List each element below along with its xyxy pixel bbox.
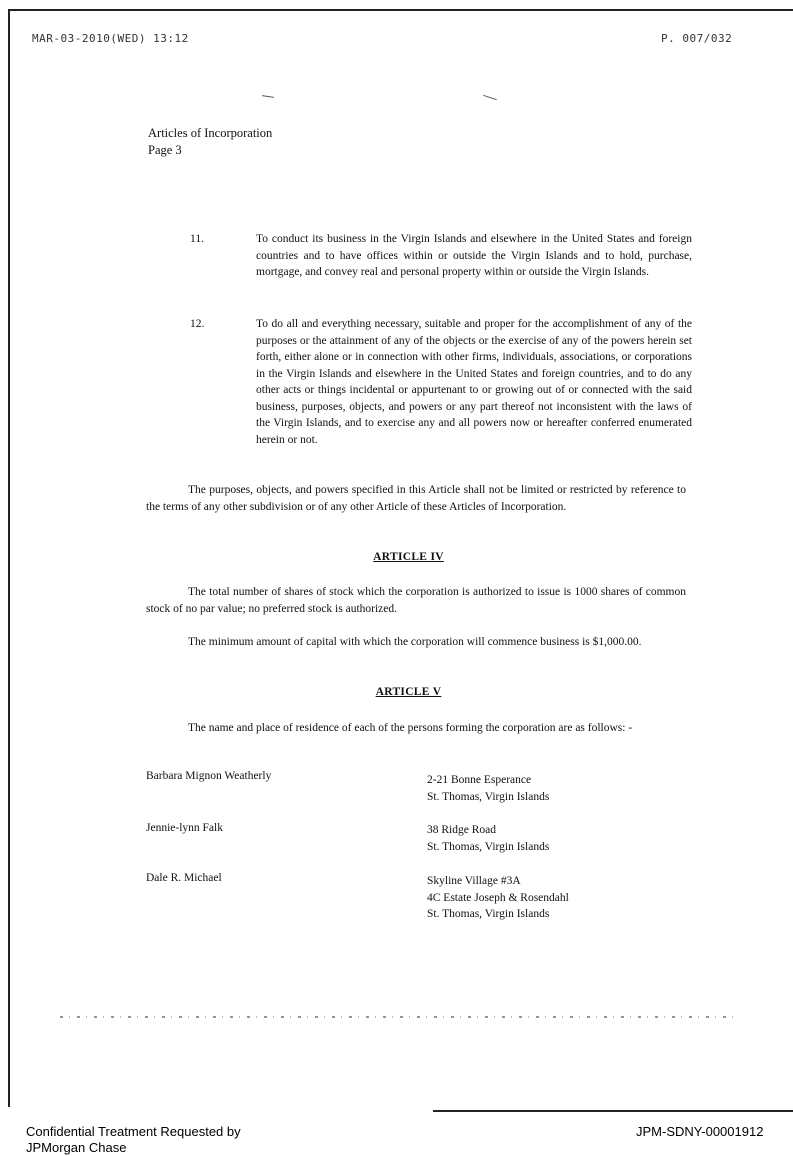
capital-paragraph: The minimum amount of capital with which the corporation will commence business is $1,000.00. xyxy=(188,636,642,648)
scan-bottom-border xyxy=(433,1110,793,1112)
address-line: St. Thomas, Virgin Islands xyxy=(427,908,550,920)
address-line: 38 Ridge Road xyxy=(427,824,496,836)
purposes-paragraph: The purposes, objects, and powers specified in this Article shall not be limited or restricted by reference to the terms of any other subdivision or of any other Article of these Articles of Incorporation. xyxy=(146,484,686,513)
shares-paragraph: The total number of shares of stock which the corporation is authorized to issue is 1000 shares of common stock of no par value; no preferred stock is authorized. xyxy=(146,586,686,615)
list-item-text: To do all and everything necessary, suitable and proper for the accomplishment of any of the purposes or the attainment of any of the objects or the exercise of any of the powers herein set forth, either alone or in connection with other firms, individuals, associations, or corporations in the Virgin Islands and elsewhere in the United States and foreign countries, and to do any other acts or things incidental or appurtenant to or growing out of or connected with the said business, purposes, objects, and powers or any part thereof not inconsistent with the laws of the Virgin Islands, and to exercise any and all powers now or hereafter conferred enumerated herein or not. xyxy=(256,318,692,446)
confidentiality-notice xyxy=(26,1124,241,1156)
fax-timestamp: MAR-03-2010(WED) 13:12 xyxy=(32,32,189,45)
confidentiality-line: JPMorgan Chase xyxy=(26,1140,127,1155)
address-line: St. Thomas, Virgin Islands xyxy=(427,840,550,853)
list-item-text: To conduct its business in the Virgin Islands and elsewhere in the United States and foreign countries and to have offices within or outside the Virgin Islands and to hold, purchase, mortgage, and convey real and personal property within or outside the Virgin Islands. xyxy=(256,233,692,278)
scan-noise-line xyxy=(60,1016,740,1018)
scan-speck xyxy=(483,95,497,100)
scan-top-border xyxy=(8,9,793,11)
incorporator-name: Jennie-lynn Falk xyxy=(146,822,223,834)
address-line: 4C Estate Joseph & Rosendahl xyxy=(427,891,569,904)
list-item xyxy=(190,231,692,281)
article-iv-heading: ARTICLE IV xyxy=(373,551,444,563)
list-item xyxy=(190,316,692,448)
article-v-heading: ARTICLE V xyxy=(375,686,442,698)
address-line: 2-21 Bonne Esperance xyxy=(427,774,532,786)
address-line: St. Thomas, Virgin Islands xyxy=(427,790,550,803)
scan-speck xyxy=(262,95,274,98)
bates-number: JPM-SDNY-00001912 xyxy=(636,1124,764,1139)
scan-left-border xyxy=(8,9,10,1107)
incorporator-address xyxy=(427,873,569,923)
fax-page-number: P. 007/032 xyxy=(661,32,733,45)
incorporator-name: Dale R. Michael xyxy=(146,872,222,884)
confidentiality-line: Confidential Treatment Requested by xyxy=(26,1124,241,1139)
incorporator-address xyxy=(427,772,549,805)
incorporator-address xyxy=(427,822,549,855)
list-item-number: 11. xyxy=(190,233,204,245)
address-line: Skyline Village #3A xyxy=(427,875,521,887)
list-item-number: 12. xyxy=(190,318,205,330)
incorporators-intro: The name and place of residence of each of the persons forming the corporation are as follows: - xyxy=(188,722,633,734)
document-title: Articles of Incorporation xyxy=(148,126,273,140)
document-page-label: Page 3 xyxy=(148,143,182,157)
incorporator-name: Barbara Mignon Weatherly xyxy=(146,770,272,782)
